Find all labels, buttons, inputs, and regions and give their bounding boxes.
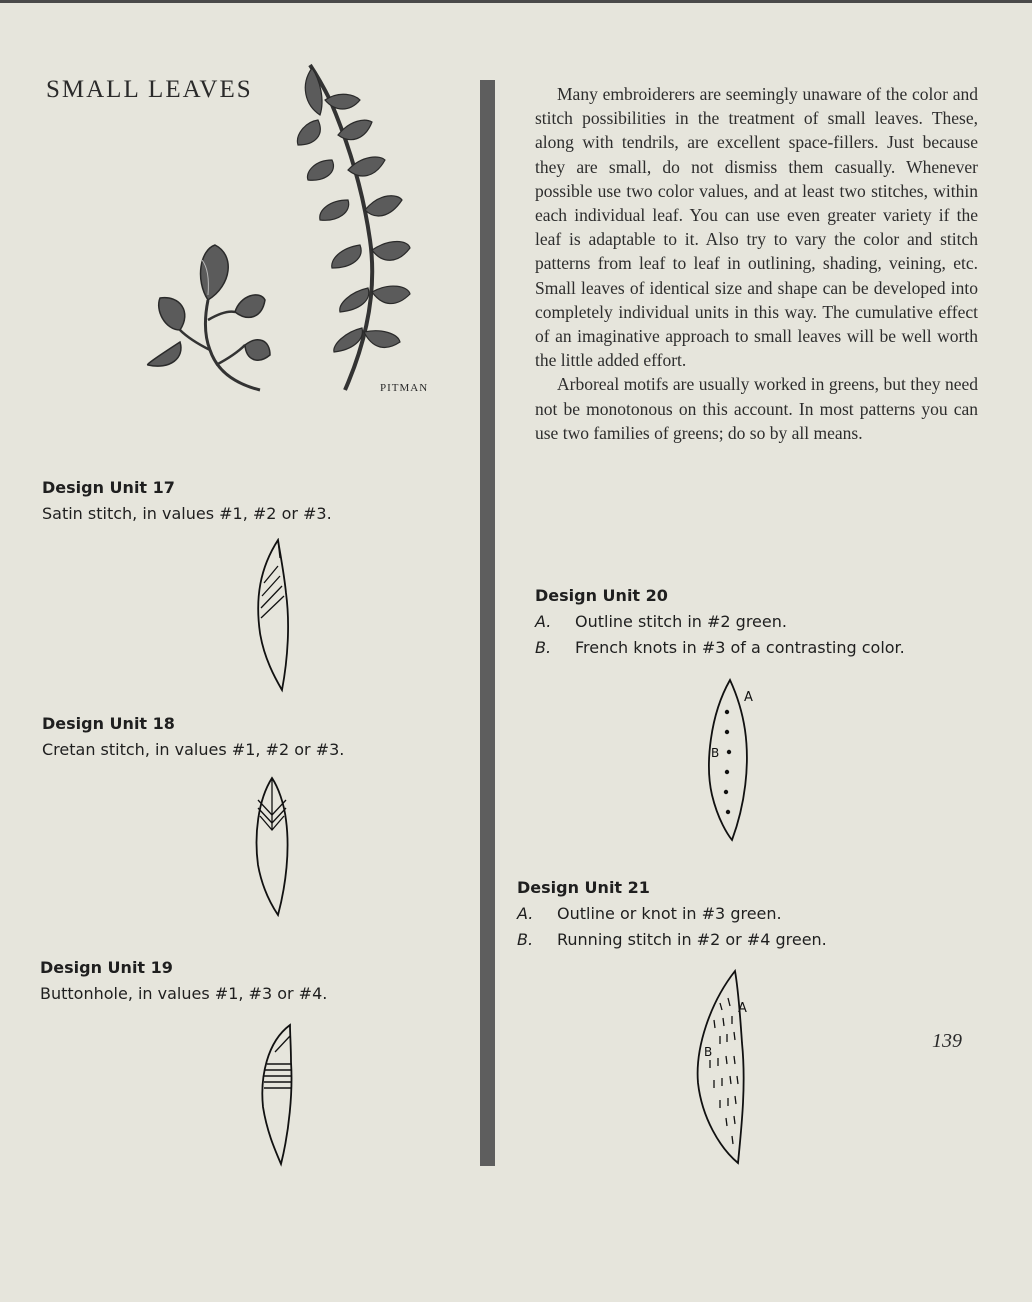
- item-text: French knots in #3 of a contrasting color.: [575, 638, 905, 657]
- design-unit-18: [42, 714, 344, 763]
- leaf-cluster-illustration: [140, 240, 280, 395]
- item-letter: B.: [535, 638, 552, 657]
- design-unit-19: [40, 958, 327, 1007]
- page-title: SMALL LEAVES: [46, 76, 253, 103]
- page-number: 139: [932, 1030, 962, 1052]
- column-divider: [480, 80, 495, 1166]
- satin-stitch-leaf-diagram: [250, 538, 295, 693]
- page-top-edge: [0, 0, 1032, 3]
- french-knot-leaf-diagram: [700, 675, 770, 845]
- running-stitch-leaf-diagram: [690, 968, 760, 1168]
- design-unit-title: Design Unit 18: [42, 714, 175, 733]
- design-unit-item: [535, 609, 905, 635]
- design-unit-title: Design Unit 21: [517, 878, 650, 897]
- item-text: Running stitch in #2 or #4 green.: [557, 930, 827, 949]
- design-unit-description: Buttonhole, in values #1, #3 or #4.: [40, 984, 328, 1003]
- item-text: Outline or knot in #3 green.: [557, 904, 782, 923]
- design-unit-item: [517, 927, 827, 953]
- design-unit-title: Design Unit 20: [535, 586, 668, 605]
- illustration-credit: PITMAN: [380, 382, 429, 394]
- buttonhole-leaf-diagram: [255, 1022, 300, 1167]
- design-unit-item: [535, 635, 905, 661]
- item-text: Outline stitch in #2 green.: [575, 612, 787, 631]
- item-letter: B.: [517, 930, 534, 949]
- label-a: A: [744, 690, 753, 705]
- design-unit-title: Design Unit 17: [42, 478, 175, 497]
- item-letter: A.: [517, 904, 534, 923]
- design-unit-item: [517, 901, 827, 927]
- design-unit-title: Design Unit 19: [40, 958, 173, 977]
- item-letter: A.: [535, 612, 552, 631]
- label-a: A: [738, 1001, 747, 1016]
- label-b: B: [711, 746, 720, 760]
- leaf-sprig-illustration: [290, 60, 450, 400]
- design-unit-description: Satin stitch, in values #1, #2 or #3.: [42, 504, 332, 523]
- body-paragraph: Arboreal motifs are usually worked in greens, but they need not be monotonous on this account. In most patterns you can use two families of greens; do so by all means.: [535, 374, 978, 443]
- label-b: B: [704, 1045, 713, 1059]
- body-text: [535, 82, 978, 445]
- design-unit-20: [535, 586, 905, 661]
- design-unit-21: [517, 878, 827, 953]
- cretan-stitch-leaf-diagram: [250, 775, 295, 917]
- design-unit-17: [42, 478, 332, 527]
- body-paragraph: Many embroiderers are seemingly unaware of the color and stitch possibilities in the treatment of small leaves. These, along with tendrils, are excellent space-fillers. Just because they are small, do not dismiss them casually. Whenever possible use two color values, and at least two stitches, within each individual leaf. You can use even greater variety if the leaf is adaptable to it. Also try to vary the color and stitch patterns from leaf to leaf in outlining, shading, veining, etc. Small leaves of identical size and shape can be developed into completely individual units in this way. The cumulative effect of an imaginative approach to small leaves will be well worth the little added effort.: [535, 84, 978, 371]
- design-unit-description: Cretan stitch, in values #1, #2 or #3.: [42, 740, 345, 759]
